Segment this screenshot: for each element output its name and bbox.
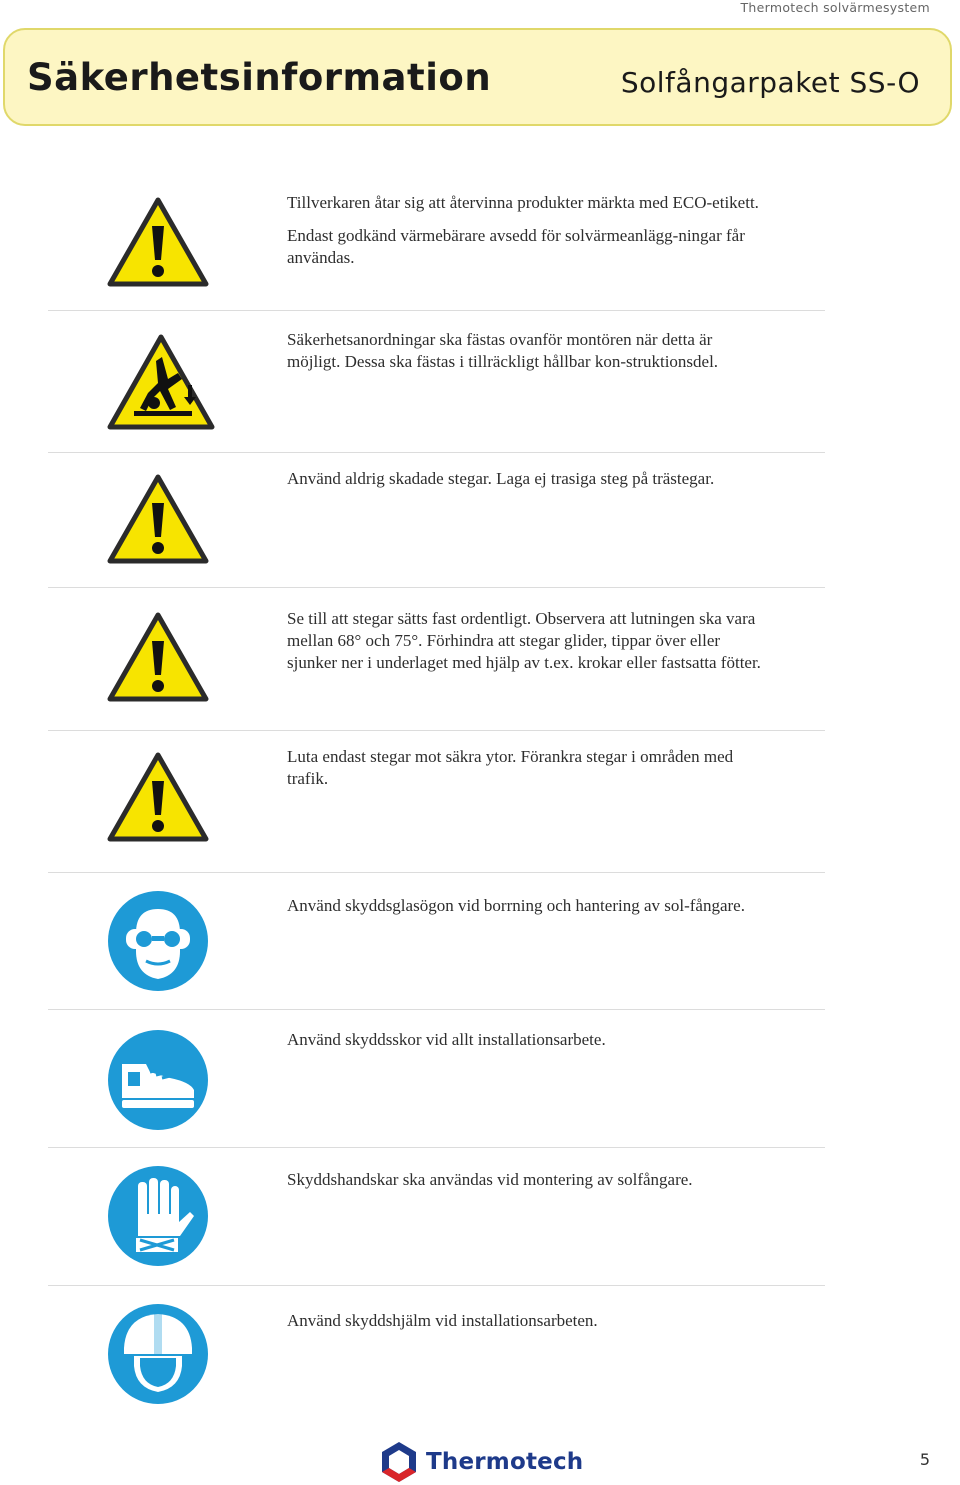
safety-text	[287, 192, 767, 280]
safety-paragraph: Endast godkänd värmebärare avsedd för solvärmeanlägg-ningar får användas.	[287, 226, 745, 267]
safety-item	[48, 1148, 825, 1286]
page-title: Säkerhetsinformation	[27, 56, 492, 99]
page-subtitle: Solfångarpaket SS-O	[620, 66, 920, 99]
safety-item	[48, 731, 825, 873]
safety-paragraph: Skyddshandskar ska användas vid montering av solfångare.	[287, 1170, 693, 1189]
safety-paragraph: Använd skyddsskor vid allt installationsarbete.	[287, 1030, 606, 1049]
document-series-label: Thermotech solvärmesystem	[740, 0, 930, 15]
safety-item	[48, 588, 825, 731]
safety-text	[287, 468, 767, 501]
fall-hazard-icon	[106, 333, 216, 436]
safety-text	[287, 1310, 767, 1343]
safety-text	[287, 746, 767, 801]
safety-text	[287, 608, 767, 685]
thermotech-logo	[380, 1440, 583, 1484]
safety-text	[287, 1169, 767, 1202]
warning-icon	[106, 611, 210, 710]
safety-gloves-icon	[106, 1164, 210, 1273]
safety-text	[287, 895, 767, 928]
brand-name: Thermotech	[426, 1449, 584, 1475]
safety-item	[48, 311, 825, 453]
safety-text	[287, 329, 767, 384]
safety-paragraph: Luta endast stegar mot säkra ytor. Förankra stegar i områden med trafik.	[287, 747, 734, 788]
safety-helmet-icon	[106, 1302, 210, 1411]
safety-goggles-icon	[106, 889, 210, 998]
safety-paragraph: Se till att stegar sätts fast ordentligt. Observera att lutningen ska vara mellan 68° och 75°. Förhindra att stegar glider, tippar över eller sjunker ner i underlaget med hjälp av t.ex. krokar eller fastsatta fötter.	[287, 609, 761, 672]
warning-icon	[106, 751, 210, 850]
safety-paragraph: Tillverkaren åtar sig att återvinna produkter märkta med ECO-etikett.	[287, 193, 759, 212]
safety-item	[48, 873, 825, 1010]
safety-item	[48, 453, 825, 588]
safety-text	[287, 1029, 767, 1062]
logo-mark-icon	[380, 1440, 418, 1484]
safety-item	[48, 1286, 825, 1416]
warning-icon	[106, 196, 210, 295]
safety-shoes-icon	[106, 1028, 210, 1137]
safety-paragraph: Använd skyddsglasögon vid borrning och hantering av sol-fångare.	[287, 896, 745, 915]
safety-item	[48, 1010, 825, 1148]
safety-paragraph: Använd skyddshjälm vid installationsarbeten.	[287, 1311, 598, 1330]
page-number: 5	[919, 1450, 930, 1469]
safety-paragraph: Säkerhetsanordningar ska fästas ovanför montören när detta är möjligt. Dessa ska fästas i tillräckligt hållbar kon-struktionsdel.	[287, 330, 719, 371]
safety-paragraph: Använd aldrig skadade stegar. Laga ej trasiga steg på trästegar.	[287, 469, 715, 488]
safety-item	[48, 170, 825, 311]
warning-icon	[106, 473, 210, 572]
page-header	[3, 28, 952, 126]
